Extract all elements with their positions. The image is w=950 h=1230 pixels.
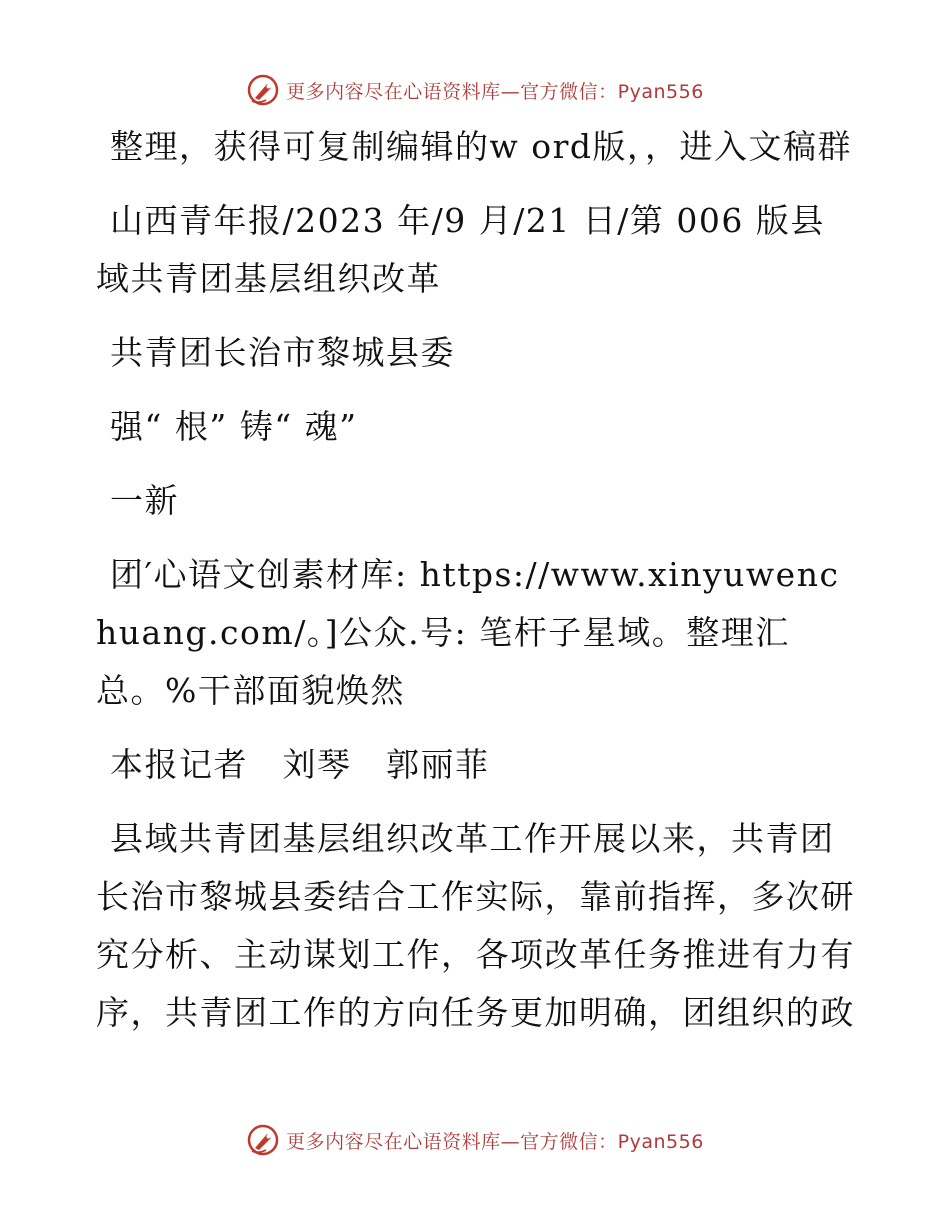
banner-text: 更多内容尽在心语资料库—官方微信：Pyan556 xyxy=(286,80,704,103)
paragraph: 强“ 根” 铸“ 魂” xyxy=(110,407,358,446)
byline: 本报记者 刘琴 郭丽菲 xyxy=(110,745,490,784)
document-body xyxy=(96,118,856,1058)
banner-text: 更多内容尽在心语资料库—官方微信：Pyan556 xyxy=(286,1130,704,1153)
paragraph: 整理，获得可复制编辑的w ord版，，进入文稿群 xyxy=(110,127,853,166)
paragraph: 县域共青团基层组织改革工作开展以来，共青团长治市黎城县委结合工作实际，靠前指挥，多次研究分析、主动谋划工作，各项改革任务推进有力有序，共青团工作的方向任务更加明确，团组织的政 xyxy=(96,819,855,1032)
pen-nib-logo-icon xyxy=(246,73,280,107)
footer-banner xyxy=(0,1120,950,1160)
paragraph: 山西青年报/2023 年/9 月/21 日/第 006 版县域共青团基层组织改革 xyxy=(96,201,825,298)
paragraph: 一新 xyxy=(110,481,179,520)
paragraph: 团′心语文创素材库: https://www.xinyuwenchuang.com/。]公众.号: 笔杆子星域。整理汇总。%干部面貌焕然 xyxy=(96,555,840,710)
pen-nib-logo-icon xyxy=(246,1123,280,1157)
paragraph: 共青团长治市黎城县委 xyxy=(110,333,455,372)
header-banner xyxy=(0,70,950,110)
